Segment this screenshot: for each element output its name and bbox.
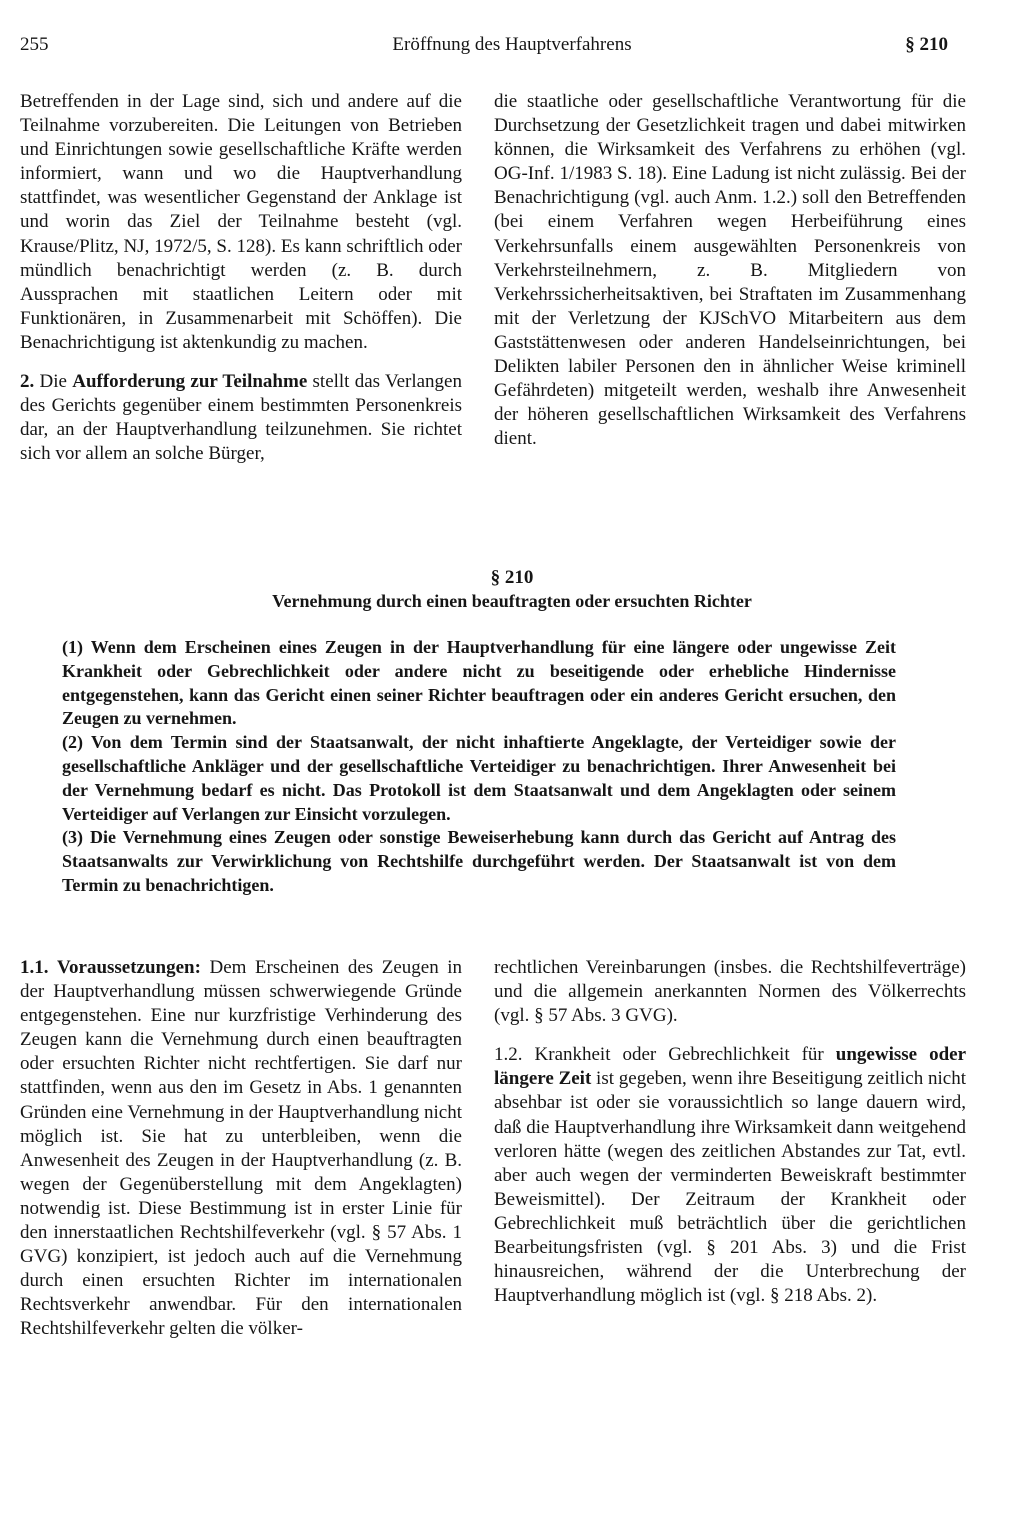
page-number: 255 — [20, 34, 49, 55]
section-heading: § 210 — [490, 567, 534, 588]
top-right-paragraph-1: die staatliche oder gesellschaftliche Verantwortung für die Durchsetzung der Gesetzlichkeit tragen und dabei mitwirken können, die Wirksamkeit des Verfahrens zu erhöhen (vgl. OG-Inf. 1/1983 S. 18). Eine Ladung ist nicht zulässig. Bei der Benachrichtigung (vgl. auch Anm. 1.2.) soll den Betreffenden (bei einem Verfahren wegen Herbeiführung eines Verkehrsunfalls einem ausgewählten Personenkreis von Verkehrsteilnehmern, z. B. Mitgliedern von Verkehrssicherheitsaktiven, bei Straftaten im Zusammenhang mit der Verletzung der KJSchVO Mitarbeitern aus dem Gaststättenwesen oder anderen Handelseinrichtungen, bei Delikten labiler Personen den in ähnlicher Weise kriminell Gefährdeten) mitgeteilt werden, weshalb ihre Anwesenheit der höheren gesellschaftlichen Wirksamkeit des Verfahrens dient. — [494, 91, 966, 450]
note-number: 1.2. — [494, 1044, 523, 1066]
statute-paragraph-3: (3) Die Vernehmung eines Zeugen oder sonstige Beweiserhebung kann durch das Gericht auf Antrag des Staatsanwalts zur Verwirklichung von Rechtshilfe durchgeführt werden. Der Staatsanwalt ist von dem Termin zu benachrichtigen. — [62, 827, 896, 895]
top-left-paragraph-2: 2. Die Aufforderung zur Teilnahme stellt das Verlangen des Gerichts gegenüber einem bestimmten Personenkreis dar, an der Hauptverhandlung teilzunehmen. Sie richtet sich vor allem an solche Bürger, — [20, 371, 462, 465]
header-section: § 210 — [905, 34, 948, 55]
commentary-1-1: 1.1. Voraussetzungen: Dem Erscheinen des Zeugen in der Hauptverhandlung müssen schwerwiegende Gründe entgegenstehen. Eine nur kurzfristige Verhinderung des Zeugen kann die Vernehmung durch einen beauftragten oder ersuchten Richter nicht rechtfertigen. Sie darf nur stattfinden, wenn aus den im Gesetz in Abs. 1 genannten Gründen eine Vernehmung in der Hauptverhandlung nicht möglich ist. Sie hat zu unterbleiben, wenn die Anwesenheit des Zeugen in der Hauptverhandlung (z. B. wegen der Gegenüberstellung mit dem Angeklagten) notwendig ist. Diese Bestimmung ist in erster Linie für den innerstaatlichen Rechtshilfeverkehr (vgl. § 57 Abs. 1 GVG) konzipiert, ist jedoch auch auf die Vernehmung durch einen ersuchten Richter im internationalen Rechtsverkehr anwendbar. Für den internationalen Rechtshilfeverkehr gelten die völker- — [20, 957, 463, 1340]
section-title: Vernehmung durch einen beauftragten oder ersuchten Richter — [272, 591, 752, 611]
running-title: Eröffnung des Hauptverfahrens — [392, 34, 632, 55]
top-left-paragraph-1: Betreffenden in der Lage sind, sich und andere auf die Teilnahme vorzubereiten. Die Leitungen von Betrieben und Einrichtungen sowie gesellschaftliche Kräfte werden informiert, wann und wo die Hauptverhandlung stattfindet, was wesentlicher Gegenstand der Anklage ist und worin das Ziel der Teilnahme besteht (vgl. Krause/Plitz, NJ, 1972/5, S. 128). Es kann schriftlich oder mündlich benachrichtigt werden (z. B. durch Aussprachen mit staatlichen Leitern oder mit Funktionären, in Zusammenarbeit mit Schöffen). Die Benachrichtigung ist aktenkundig zu machen. — [20, 91, 462, 353]
page-header — [0, 34, 1024, 60]
note-number: 2. — [20, 371, 35, 393]
note-heading: Aufforderung zur Teilnahme — [72, 371, 308, 393]
statute-text — [62, 636, 896, 898]
commentary-continuation: rechtlichen Vereinbarungen (insbes. die Rechtshilfeverträge) und die allgemein anerkannten Normen des Völkerrechts (vgl. § 57 Abs. 3 GVG). — [494, 957, 966, 1027]
bottom-right-column — [494, 956, 966, 1308]
bottom-left-column — [20, 956, 462, 1342]
commentary-1-2: 1.2. Krankheit oder Gebrechlichkeit für ungewisse oder längere Zeit ist gegeben, wenn ihre Beseitigung zeitlich nicht absehbar ist oder sie voraussichtlich so lange dauern wird, daß die Hauptverhandlung ihre Wirksamkeit dann weitgehend verloren hätte (wegen des zeitlichen Abstandes zur Tat, evtl. aber auch wegen der verminderten Beweiskraft bestimmter Beweismittel). Der Zeitraum der Krankheit oder Gebrechlichkeit muß beträchtlich über die gerichtlichen Bearbeitungsfristen (vgl. § 201 Abs. 3) und die Frist hinausreichen, während der die Unterbrechung der Hauptverhandlung möglich ist (vgl. § 218 Abs. 2). — [494, 1044, 967, 1307]
statute-paragraph-2: (2) Von dem Termin sind der Staatsanwalt, der nicht inhaftierte Angeklagte, der Verteidiger sowie der gesellschaftliche Ankläger und der gesellschaftliche Verteidiger zu benachrichtigen. Ihrer Anwesenheit bei der Vernehmung bedarf es nicht. Das Protokoll ist dem Staatsanwalt und dem Angeklagten oder seinem Verteidiger auf Verlangen zur Einsicht vorzulegen. — [62, 732, 896, 824]
note-heading: ungewisse oder längere Zeit — [494, 1044, 967, 1090]
top-right-column — [494, 90, 966, 451]
note-number: 1.1. — [20, 957, 49, 978]
statute-paragraph-1: (1) Wenn dem Erscheinen eines Zeugen in der Hauptverhandlung für eine längere oder ungewisse Zeit Krankheit oder Gebrechlichkeit oder andere nicht zu beseitigende oder erhebliche Hindernisse entgegenstehen, kann das Gericht einen seiner Richter beauftragen oder ein anderes Gericht ersuchen, den Zeugen zu vernehmen. — [62, 637, 896, 729]
top-left-column — [20, 90, 462, 466]
note-heading: Voraussetzungen: — [57, 957, 201, 978]
